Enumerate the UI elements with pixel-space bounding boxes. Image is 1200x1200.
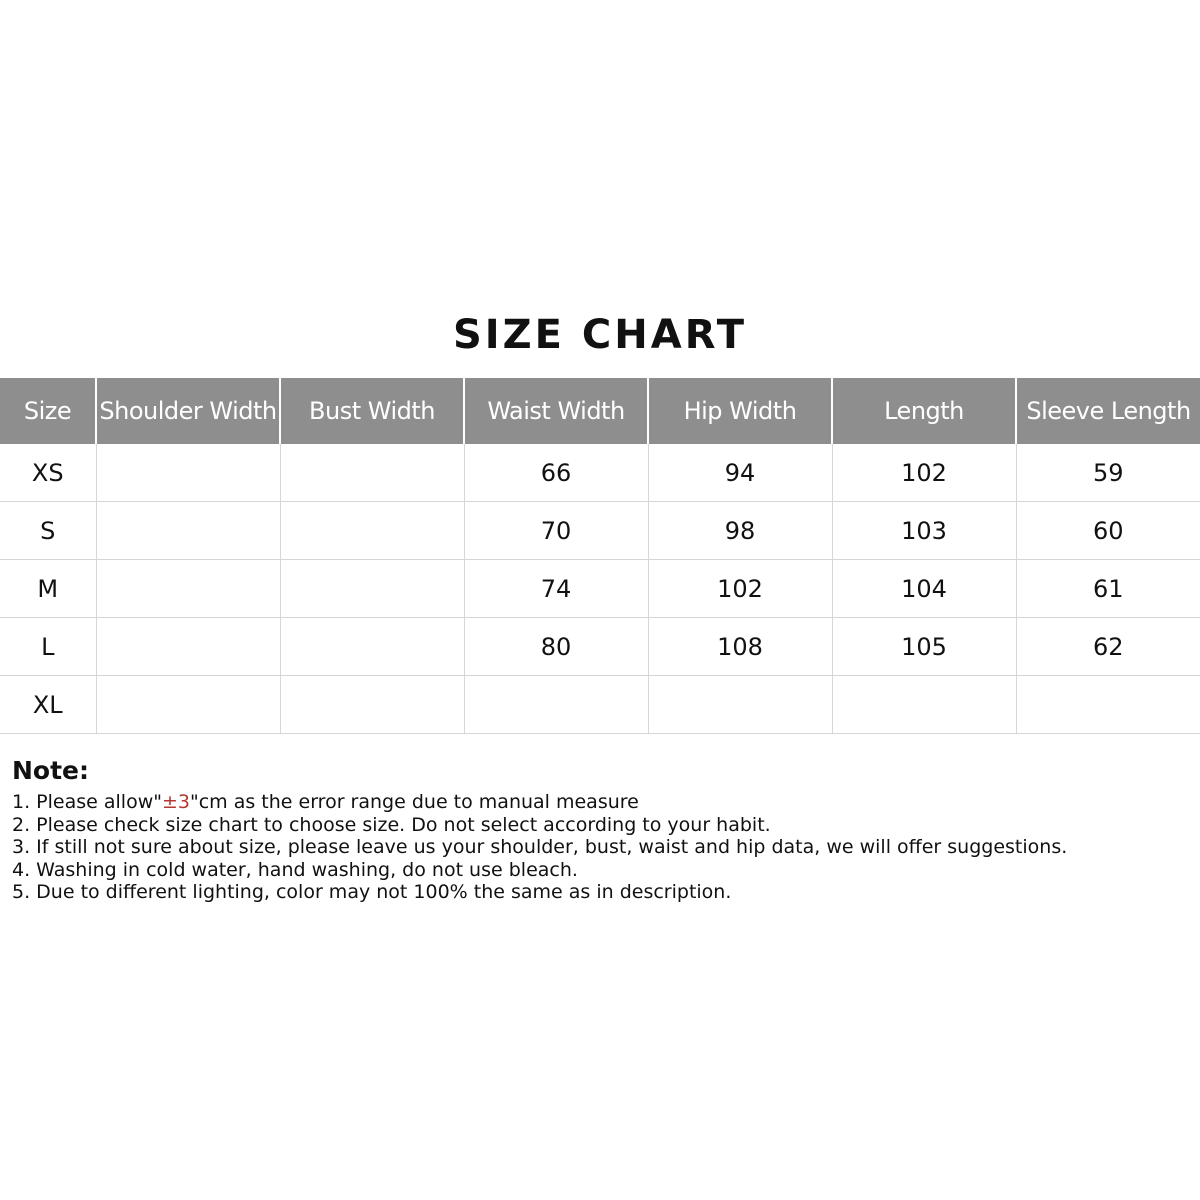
cell-sleeve-length: 62 xyxy=(1016,618,1200,676)
note-line-1 xyxy=(12,791,1192,814)
cell-sleeve-length: 59 xyxy=(1016,444,1200,502)
cell-length: 105 xyxy=(832,618,1016,676)
header-waist-width: Waist Width xyxy=(464,378,648,444)
header-sleeve-length: Sleeve Length xyxy=(1016,378,1200,444)
note-line-4: 4. Washing in cold water, hand washing, do not use bleach. xyxy=(12,858,578,881)
cell-waist-width: 66 xyxy=(464,444,648,502)
table-row xyxy=(0,444,1200,502)
note-line-3: 3. If still not sure about size, please leave us your shoulder, bust, waist and hip data, we will offer suggestions. xyxy=(12,836,1068,858)
cell-waist-width xyxy=(464,676,648,734)
cell-shoulder-width xyxy=(96,676,280,734)
cell-sleeve-length: 61 xyxy=(1016,560,1200,618)
cell-shoulder-width xyxy=(96,502,280,560)
cell-waist-width: 74 xyxy=(464,560,648,618)
cell-hip-width: 94 xyxy=(648,444,832,502)
cell-waist-width: 80 xyxy=(464,618,648,676)
cell-bust-width xyxy=(280,676,464,734)
cell-waist-width: 70 xyxy=(464,502,648,560)
table-row xyxy=(0,560,1200,618)
notes-section xyxy=(12,756,1192,904)
note-line-5: 5. Due to different lighting, color may not 100% the same as in description. xyxy=(12,881,732,903)
size-chart-table xyxy=(0,378,1200,734)
note-line-1-before: 1. Please allow" xyxy=(12,791,162,813)
cell-bust-width xyxy=(280,560,464,618)
cell-sleeve-length xyxy=(1016,676,1200,734)
cell-size: S xyxy=(0,502,96,560)
cell-length xyxy=(832,676,1016,734)
cell-length: 102 xyxy=(832,444,1016,502)
size-chart-title: SIZE CHART xyxy=(452,312,748,358)
cell-bust-width xyxy=(280,502,464,560)
cell-length: 103 xyxy=(832,502,1016,560)
notes-title: Note: xyxy=(12,756,90,785)
header-bust-width: Bust Width xyxy=(280,378,464,444)
cell-size: XL xyxy=(0,676,96,734)
note-line-1-after: "cm as the error range due to manual measure xyxy=(189,791,639,813)
cell-size: XS xyxy=(0,444,96,502)
cell-shoulder-width xyxy=(96,618,280,676)
note-line-2: 2. Please check size chart to choose size. Do not select according to your habit. xyxy=(12,813,771,836)
header-size: Size xyxy=(0,378,96,444)
cell-hip-width xyxy=(648,676,832,734)
cell-size: L xyxy=(0,618,96,676)
cell-shoulder-width xyxy=(96,444,280,502)
header-shoulder-width: Shoulder Width xyxy=(96,378,280,444)
cell-shoulder-width xyxy=(96,560,280,618)
header-length: Length xyxy=(832,378,1016,444)
table-row xyxy=(0,502,1200,560)
cell-size: M xyxy=(0,560,96,618)
table-row xyxy=(0,676,1200,734)
table-header-row xyxy=(0,378,1200,444)
cell-bust-width xyxy=(280,444,464,502)
header-hip-width: Hip Width xyxy=(648,378,832,444)
cell-bust-width xyxy=(280,618,464,676)
table-row xyxy=(0,618,1200,676)
cell-hip-width: 98 xyxy=(648,502,832,560)
cell-sleeve-length: 60 xyxy=(1016,502,1200,560)
cell-hip-width: 108 xyxy=(648,618,832,676)
error-range-value: ±3 xyxy=(161,791,190,813)
cell-hip-width: 102 xyxy=(648,560,832,618)
cell-length: 104 xyxy=(832,560,1016,618)
